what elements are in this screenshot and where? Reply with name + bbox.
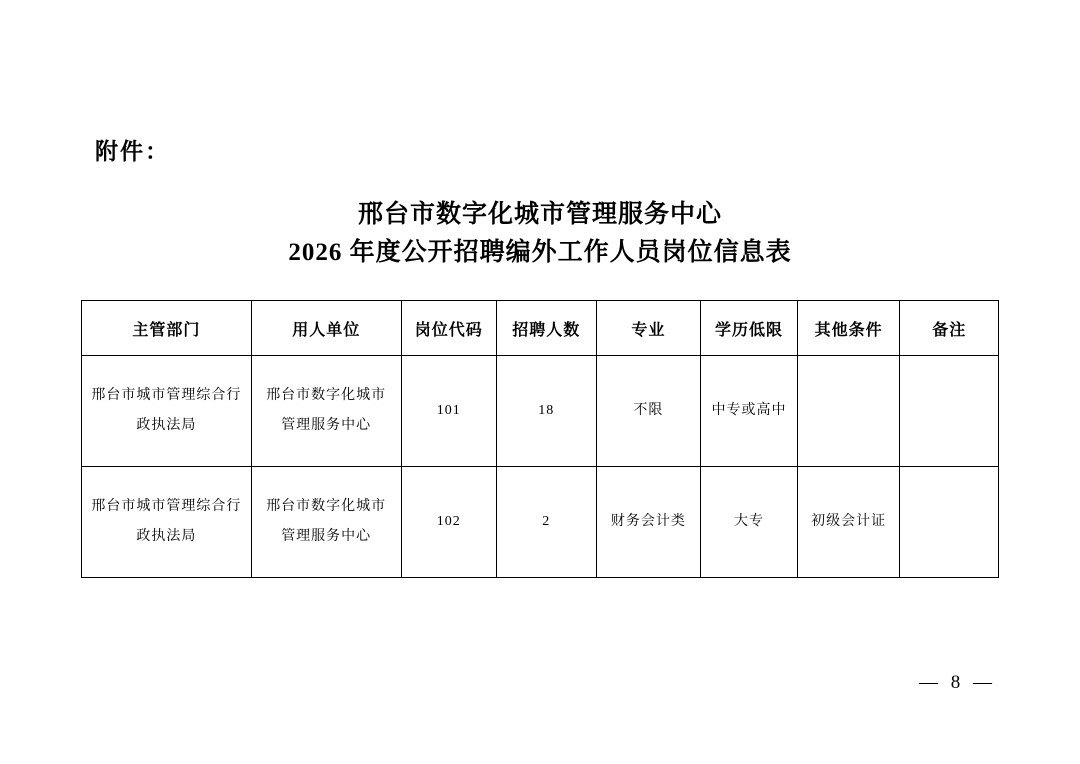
- cell-employer: 邢台市数字化城市管理服务中心: [251, 356, 401, 467]
- cell-job-code: 101: [401, 356, 496, 467]
- column-header-job-code: 岗位代码: [401, 301, 496, 356]
- cell-education: 中专或高中: [701, 356, 797, 467]
- cell-remarks: [900, 356, 999, 467]
- table-row: [82, 467, 999, 578]
- cell-other-conditions: [797, 356, 900, 467]
- page-title: [0, 196, 1080, 272]
- cell-job-code: 102: [401, 467, 496, 578]
- cell-employer: 邢台市数字化城市管理服务中心: [251, 467, 401, 578]
- page-title-line-2: 2026 年度公开招聘编外工作人员岗位信息表: [288, 239, 792, 266]
- cell-other-conditions: 初级会计证: [797, 467, 900, 578]
- column-header-major: 专业: [596, 301, 701, 356]
- page-title-line-1: 邢台市数字化城市管理服务中心: [357, 201, 722, 228]
- column-header-employer: 用人单位: [251, 301, 401, 356]
- page-number: — 8 —: [919, 672, 996, 693]
- cell-headcount: 18: [496, 356, 596, 467]
- column-header-department: 主管部门: [82, 301, 252, 356]
- cell-major: 财务会计类: [596, 467, 701, 578]
- table-header-row: [82, 301, 999, 356]
- cell-remarks: [900, 467, 999, 578]
- table-row: [82, 356, 999, 467]
- cell-department: 邢台市城市管理综合行政执法局: [82, 356, 252, 467]
- job-information-table: [81, 300, 999, 578]
- attachment-label: 附件：: [95, 139, 170, 164]
- cell-education: 大专: [701, 467, 797, 578]
- column-header-remarks: 备注: [900, 301, 999, 356]
- cell-major: 不限: [596, 356, 701, 467]
- cell-department: 邢台市城市管理综合行政执法局: [82, 467, 252, 578]
- column-header-education: 学历低限: [701, 301, 797, 356]
- column-header-headcount: 招聘人数: [496, 301, 596, 356]
- cell-headcount: 2: [496, 467, 596, 578]
- column-header-other-conditions: 其他条件: [797, 301, 900, 356]
